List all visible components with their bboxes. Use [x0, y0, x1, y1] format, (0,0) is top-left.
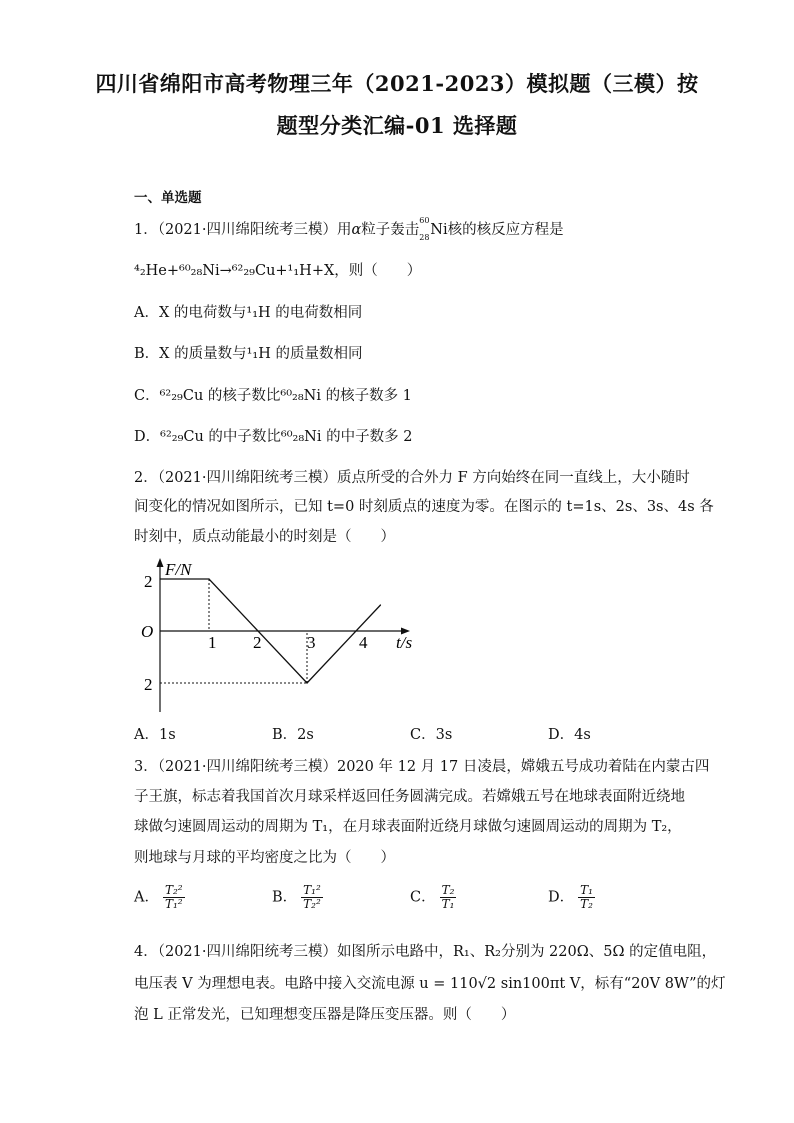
- q3-stem-line-1: 3．（2021·四川绵阳统考三模）2020 年 12 月 17 日凌晨，嫦娥五号成功着陆在内蒙古四: [134, 759, 710, 775]
- q2-stem-line-2: 间变化的情况如图所示，已知 t=0 时刻质点的速度为零。在图示的 t=1s、2s、3s、4s 各: [134, 499, 714, 515]
- x-axis-label: t/s: [396, 633, 413, 652]
- q3-option-d[interactable]: [548, 884, 595, 911]
- x-tick-2: 2: [253, 633, 262, 652]
- q2-stem-line-3: 时刻中，质点动能最小的时刻是（ ）: [134, 529, 395, 545]
- force-time-graph: [130, 556, 430, 720]
- q3-stem-line-2: 子王旗，标志着我国首次月球采样返回任务圆满完成。若嫦娥五号在地球表面附近绕地: [134, 789, 685, 805]
- q2-option-d[interactable]: D．4s: [548, 727, 591, 743]
- x-tick-4: 4: [359, 633, 368, 652]
- document-title-line-2: 题型分类汇编-01 选择题: [276, 113, 518, 138]
- q1-ni-nuclide: [419, 216, 448, 242]
- graph-axes: [157, 558, 411, 712]
- q2-option-c[interactable]: C．3s: [410, 727, 453, 743]
- q1-equation: ⁴₂He+⁶⁰₂₈Ni→⁶²₂₉Cu+¹₁H+X，则（ ）: [134, 263, 422, 279]
- q1-option-d[interactable]: D．⁶²₂₉Cu 的中子数比⁶⁰₂₈Ni 的中子数多 2: [134, 429, 413, 445]
- y-tick-negative-2: 2: [144, 675, 153, 694]
- q3-option-a[interactable]: [134, 884, 185, 911]
- force-point-0: [159, 578, 160, 579]
- y-tick-positive-2: 2: [144, 572, 153, 591]
- q1-stem-text: 1．（2021·四川绵阳统考三模）用: [134, 222, 352, 238]
- q3-option-a-fraction: [163, 884, 185, 911]
- q3-option-b-fraction: [301, 884, 323, 911]
- q3-option-c[interactable]: [410, 884, 456, 911]
- q3-option-c-fraction: [440, 884, 457, 911]
- q3-option-b-num: T₁²: [303, 883, 321, 897]
- q1-option-a[interactable]: A．X 的电荷数与¹₁H 的电荷数相同: [134, 305, 363, 321]
- q1-stem-text-2: 粒子轰击: [361, 222, 420, 238]
- q3-option-d-fraction: [578, 884, 595, 911]
- x-tick-1: 1: [208, 633, 217, 652]
- q3-stem-line-3: 球做匀速圆周运动的周期为 T₁，在月球表面附近绕月球做匀速圆周运动的周期为 T₂，: [134, 819, 682, 835]
- q3-option-b-label: B．: [272, 889, 298, 906]
- q1-alpha: α: [351, 222, 362, 238]
- q4-stem-line-2: 电压表 V 为理想电表。电路中接入交流电源 u = 110√2 sin100πt V，标有“20V 8W”的灯: [134, 976, 726, 992]
- q2-stem-line-1: 2．（2021·四川绵阳统考三模）质点所受的合外力 F 方向始终在同一直线上，大小随时: [134, 470, 690, 486]
- q3-option-a-den: T₁²: [164, 897, 183, 911]
- q2-option-a[interactable]: A．1s: [134, 727, 176, 743]
- q3-option-b[interactable]: [272, 884, 323, 911]
- q1-ni-mass: 60: [419, 216, 430, 225]
- force-point-3: [380, 604, 381, 605]
- q1-stem-text-3: 核的核反应方程是: [447, 222, 564, 238]
- q3-option-d-num: T₁: [580, 883, 593, 897]
- q1-option-c[interactable]: C．⁶²₂₉Cu 的核子数比⁶⁰₂₈Ni 的核子数多 1: [134, 388, 412, 404]
- q1-option-b[interactable]: B．X 的质量数与¹₁H 的质量数相同: [134, 346, 363, 362]
- q3-option-c-den: T₁: [441, 897, 455, 911]
- y-axis-label: F/N: [165, 560, 192, 579]
- q4-stem-line-1: 4．（2021·四川绵阳统考三模）如图所示电路中，R₁、R₂分别为 220Ω、5Ω 的定值电阻，: [134, 944, 717, 960]
- origin-label: O: [141, 622, 154, 641]
- q3-option-d-label: D．: [548, 889, 575, 906]
- q1-ni-sym: Ni: [430, 222, 448, 238]
- x-tick-3: 3: [307, 633, 316, 652]
- y-axis-arrow: [157, 558, 164, 567]
- force-point-2: [306, 682, 307, 683]
- q3-option-b-den: T₂²: [303, 897, 321, 911]
- q3-option-c-num: T₂: [441, 883, 455, 897]
- q2-option-b[interactable]: B．2s: [272, 727, 314, 743]
- section-heading: 一、单选题: [134, 190, 202, 206]
- q1-ni-z: 28: [419, 233, 430, 242]
- q3-option-a-num: T₂²: [164, 883, 183, 897]
- document-title-line-1: 四川省绵阳市高考物理三年（2021-2023）模拟题（三模）按: [95, 71, 699, 96]
- q1-stem: [134, 216, 564, 242]
- force-point-1: [208, 578, 209, 579]
- q3-option-d-den: T₂: [580, 897, 593, 911]
- q4-stem-line-3: 泡 L 正常发光，已知理想变压器是降压变压器。则（ ）: [134, 1007, 516, 1023]
- q3-option-c-label: C．: [410, 889, 436, 906]
- q3-stem-line-4: 则地球与月球的平均密度之比为（ ）: [134, 850, 395, 866]
- q3-option-a-label: A．: [134, 889, 159, 906]
